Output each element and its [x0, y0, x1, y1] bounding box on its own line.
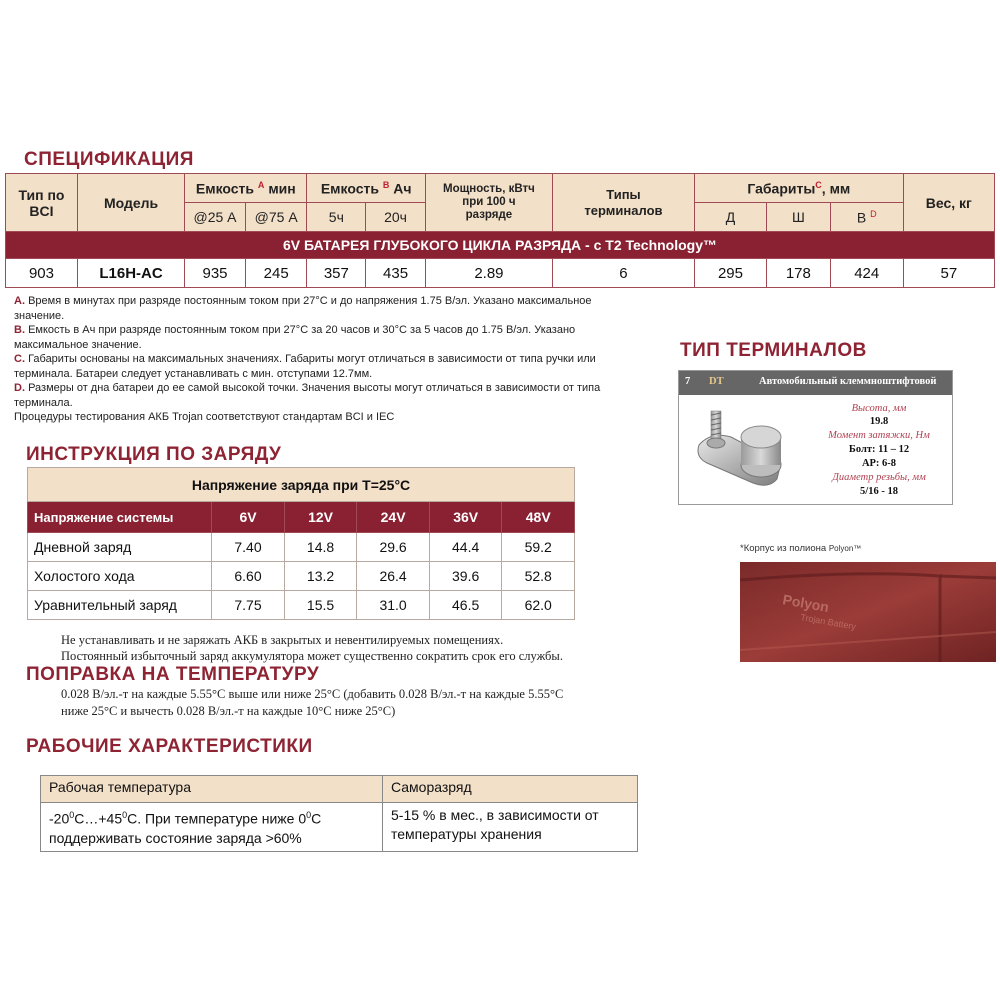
- header-model: Модель: [77, 174, 184, 232]
- row-value: 39.6: [429, 562, 502, 591]
- table-row: [28, 591, 575, 620]
- row-value: 7.75: [212, 591, 285, 620]
- warning-ventilation: Не устанавливать и не заряжать АКБ в закрытых и невентилируемых помещениях.: [61, 633, 504, 647]
- cell-a25: 935: [185, 259, 246, 288]
- sys-voltage-label: Напряжение системы: [28, 502, 212, 533]
- row-value: 15.5: [284, 591, 357, 620]
- row-label: Уравнительный заряд: [28, 591, 212, 620]
- header-op-temp: Рабочая температура: [41, 776, 383, 803]
- sub-length: Д: [694, 203, 766, 232]
- temp-heading: ПОПРАВКА НА ТЕМПЕРАТУРУ: [26, 664, 320, 685]
- row-value: 46.5: [429, 591, 502, 620]
- row-value: 29.6: [357, 533, 430, 562]
- row-value: 31.0: [357, 591, 430, 620]
- sub-20h: 20ч: [366, 203, 426, 232]
- temp-line-1: 0.028 В/эл.-т на каждые 5.55°C выше или ниже 25°C (добавить 0.028 В/эл.-т на каждые 5.55°C: [61, 687, 564, 701]
- cell-5h: 357: [307, 259, 366, 288]
- header-bci: Тип по BCI: [6, 174, 78, 232]
- ap-torque: AP: 6-8: [861, 458, 897, 469]
- value-op-temp: $-20^0C\dots+45^0C$. При температуре ниже $0^0C$ поддерживать состояние заряда >60%: [41, 803, 383, 852]
- row-value: 44.4: [429, 533, 502, 562]
- header-capacity-ah: Емкость $^B$ Ач: [307, 174, 425, 203]
- height-label: Высота, мм: [851, 403, 907, 414]
- cell-power: 2.89: [425, 259, 552, 288]
- cell-height: 424: [830, 259, 903, 288]
- work-table: [40, 775, 638, 852]
- spec-heading: СПЕЦИФИКАЦИЯ: [24, 149, 194, 170]
- cell-width: 178: [766, 259, 830, 288]
- sub-height: В $^D$: [830, 203, 903, 232]
- cell-model: L16H-AC: [77, 259, 184, 288]
- charge-table: [27, 467, 575, 620]
- thread-value: 5/16 - 18: [860, 486, 898, 497]
- note-b: B. Емкость в Ач при разряде постоянным током при 27°C за 20 часов и 30°C за 5 часов до 1.75 В/эл. Указано максимальное значение.: [14, 324, 576, 351]
- header-power: Мощность, кВтч при 100 ч разряде: [425, 174, 552, 232]
- warning-overcharge: Постоянный избыточный заряд аккумулятора может существенно сократить срок его службы.: [61, 649, 563, 663]
- spec-table: [5, 173, 995, 288]
- torque-label: Момент затяжки, Нм: [828, 430, 930, 441]
- sub-width: Ш: [766, 203, 830, 232]
- sub-5h: 5ч: [307, 203, 366, 232]
- terminal-number: 7: [685, 376, 691, 387]
- battery-band: 6V БАТАРЕЯ ГЛУБОКОГО ЦИКЛА РАЗРЯДА - с T2 Technology™: [6, 232, 995, 259]
- terminal-name: Автомобильный клеммноштифтовой: [759, 376, 937, 387]
- header-self-discharge: Саморазряд: [383, 776, 638, 803]
- note-d: D. Размеры от дна батареи до ее самой высокой точки. Значения высоты могут отличаться в зависимости от типа терминала.: [14, 382, 601, 409]
- terminal-code: DT: [709, 376, 724, 387]
- note-c: C. Габариты основаны на максимальных значениях. Габариты могут отличаться в зависимости от типа ручки или терминала. Батареи следует устанавливать с мин. отступами 12.7мм.: [14, 353, 596, 380]
- row-value: 14.8: [284, 533, 357, 562]
- table-row: [28, 562, 575, 591]
- volt-6v: 6V: [212, 502, 285, 533]
- header-capacity-min: Емкость $^A$ мин: [185, 174, 307, 203]
- header-terminals: Типы терминалов: [552, 174, 694, 232]
- row-value: 62.0: [502, 591, 575, 620]
- cell-terminal: 6: [552, 259, 694, 288]
- polyon-case-image: [740, 562, 996, 662]
- row-value: 6.60: [212, 562, 285, 591]
- thread-label: Диаметр резьбы, мм: [832, 472, 926, 483]
- row-value: 52.8: [502, 562, 575, 591]
- cell-a75: 245: [245, 259, 307, 288]
- charge-title: Напряжение заряда при T=25°C: [28, 468, 575, 502]
- volt-36v: 36V: [429, 502, 502, 533]
- terminal-header: [679, 371, 952, 395]
- terminal-heading: ТИП ТЕРМИНАЛОВ: [680, 340, 867, 361]
- terminal-icon: [691, 403, 801, 499]
- sub-a75: @75 А: [245, 203, 307, 232]
- row-label: Холостого хода: [28, 562, 212, 591]
- spec-notes: [14, 294, 654, 425]
- terminal-card: [678, 370, 953, 505]
- volt-48v: 48V: [502, 502, 575, 533]
- row-value: 26.4: [357, 562, 430, 591]
- cell-bci: 903: [6, 259, 78, 288]
- bolt-torque: Болт: 11 – 12: [848, 444, 910, 455]
- volt-12v: 12V: [284, 502, 357, 533]
- note-a: A. Время в минутах при разряде постоянным током при 27°C и до напряжения 1.75 В/эл. Указано максимальное значение.: [14, 295, 592, 322]
- temp-line-2: ниже 25°C и вычесть 0.028 В/эл.-т на каждые 10°C ниже 25°C): [61, 704, 396, 718]
- table-row: [28, 533, 575, 562]
- header-dims: Габариты$^C$, мм: [694, 174, 903, 203]
- cell-weight: 57: [903, 259, 994, 288]
- cell-length: 295: [694, 259, 766, 288]
- sub-a25: @25 А: [185, 203, 246, 232]
- charge-heading: ИНСТРУКЦИЯ ПО ЗАРЯДУ: [26, 444, 282, 465]
- height-value: 19.8: [869, 416, 889, 427]
- work-heading: РАБОЧИЕ ХАРАКТЕРИСТИКИ: [26, 736, 313, 757]
- row-value: 59.2: [502, 533, 575, 562]
- row-label: Дневной заряд: [28, 533, 212, 562]
- case-caption: *Корпус из полиона Polyon™: [740, 543, 862, 554]
- emboss-polyon: Polyon: [781, 591, 831, 616]
- procedure-note: Процедуры тестирования АКБ Trojan соответствуют стандартам BCI и IEC: [14, 411, 395, 423]
- row-value: 7.40: [212, 533, 285, 562]
- volt-24v: 24V: [357, 502, 430, 533]
- header-weight: Вес, кг: [903, 174, 994, 232]
- row-value: 13.2: [284, 562, 357, 591]
- cell-20h: 435: [366, 259, 426, 288]
- emboss-trojan: Trojan Battery: [799, 612, 857, 632]
- value-self-discharge: 5-15 % в мес., в зависимости от температуры хранения: [383, 803, 638, 852]
